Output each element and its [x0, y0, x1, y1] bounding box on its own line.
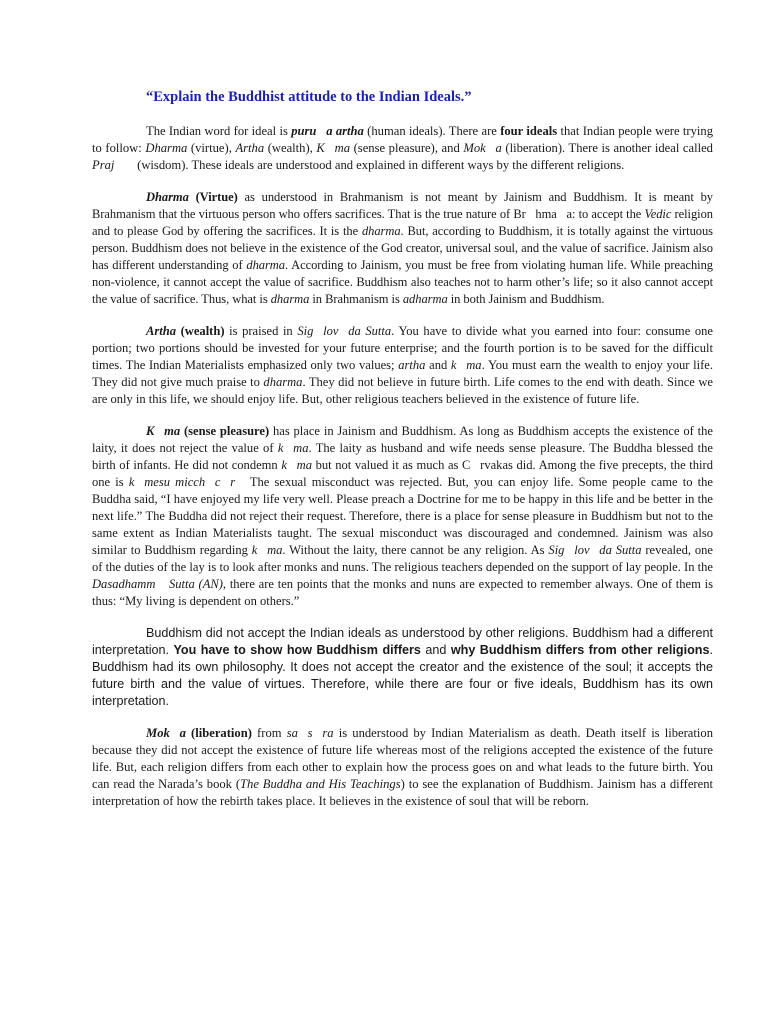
heading-wealth: (wealth) [176, 324, 225, 338]
heading-moksa: Mok a [146, 726, 186, 740]
heading-liberation: (liberation) [185, 726, 252, 740]
term-prajna: Praj   [92, 158, 134, 172]
term-moksa: Mok a [463, 141, 502, 155]
term-sigalovada-sutta: Sig lov da Sutta [548, 543, 642, 557]
text: and [420, 643, 451, 657]
text: from [251, 726, 287, 740]
paragraph-artha [92, 323, 713, 408]
paragraph-kama [92, 423, 713, 610]
text: (wisdom). These ideals are understood and explained in different ways by the different religions. [133, 158, 625, 172]
text: but not valued it as much as C rvakas did. Among the five precepts, the third one is [92, 458, 713, 489]
text: that Indian people were trying to follow: [92, 124, 714, 155]
paragraph-dharma [92, 189, 713, 308]
text: is praised in [224, 324, 298, 338]
page-title: “Explain the Buddhist attitude to the Indian Ideals.” [146, 89, 472, 105]
term-dharma: Dharma [145, 141, 188, 155]
text: revealed, one of the duties of the lay is to look after monks and nuns. The religious teachers depended on the support of lay people. In the [92, 543, 713, 574]
term-purusa-artha: puru a artha [291, 124, 364, 138]
text: , there are ten points that the monks and nuns are expected to remember always. One of them is thus: “My living is dependent on others.” [92, 577, 714, 608]
term-kama: k ma [450, 358, 482, 372]
emphasis-why-differs: why Buddhism differs from other religions [450, 643, 710, 657]
term-dharma: dharma [361, 224, 401, 238]
heading-sense-pleasure: (sense pleasure) [180, 424, 270, 438]
text: . You have to divide what you earned into four: consume one portion; two portions should be invested for your future enterprise; and the fourth portion is to be saved for the difficult times. The Indian Materialists emphasized only two values; [92, 324, 713, 372]
text: ) to see the explanation of Buddhism. Jainism has a different interpretation of how the rebirth takes place. It believes in the existence of soul that will be reborn. [92, 777, 713, 808]
text: (virtue), [187, 141, 236, 155]
emphasis-how-differs: You have to show how Buddhism differs [173, 643, 421, 657]
heading-virtue: (Virtue) [188, 190, 238, 204]
text: The sexual misconduct was rejected. But, you can enjoy life. Some people came to the Buddha said, “I have enjoyed my life very well. Please preach a Doctrine for me to be happy in this life and be better in the next life.” The Buddha did not reject their request. Therefore, there is a place for sense pleasure in Buddhism but not to the same extent as Indian Materialists taught. The sexual misconduct was discouraged and condemned. Jainism was also similar to Buddhism regarding [92, 475, 713, 557]
text: religion and to please God by offering the sacrifices. It is the [92, 207, 713, 238]
text: . But, according to Buddhism, it is totally against the virtuous person. Buddhism does not believe in the existence of the God creator, universal soul, and the value of sacrifice. Jainism also has different understanding of [92, 224, 713, 272]
text: . According to Jainism, you must be free from violating human life. While preaching non-violence, it cannot accept the value of sacrifice. Buddhism also teaches not to harm other’s life; so it also cannot accept the value of sacrifice. Thus, what is [92, 258, 713, 306]
text: as understood in Brahmanism is not meant by Jainism and Buddhism. It is meant by Brahmanism that the virtuous person who offers sacrifices. That is the true nature of Br hma a: to accept the [92, 190, 713, 221]
term-kama: k ma [251, 543, 283, 557]
term-dharma: dharma [263, 375, 303, 389]
paragraph-buddhism [92, 625, 713, 710]
term-adharma: adharma [402, 292, 448, 306]
term-vedic: Vedic [644, 207, 672, 221]
text: (liberation). There is another ideal called [501, 141, 713, 155]
text: . They did not believe in future birth. Life comes to the end with death. Since we are only in this life, we should enjoy life. But, other religious teachers believed in the existence of future life. [92, 375, 713, 406]
text: has place in Jainism and Buddhism. As long as Buddhism accepts the existence of the laity, it does not reject the value of [92, 424, 713, 455]
paragraph-intro [92, 123, 713, 174]
text: (sense pleasure), and [350, 141, 464, 155]
text: and [425, 358, 451, 372]
text: in both Jainism and Buddhism. [447, 292, 605, 306]
term-artha: Artha [235, 141, 265, 155]
text: . You must earn the wealth to enjoy your life. They did not give much praise to [92, 358, 713, 389]
term-dasadhamma-sutta: Dasadhamm  Sutta (AN) [92, 577, 223, 591]
text: . Buddhism had its own philosophy. It does not accept the creator and the existence of the soul; it accepts the future birth and the value of virtues. Therefore, while there are four or five ideals, Buddhism has its own interpretation. [92, 643, 714, 708]
heading-artha: Artha [146, 324, 176, 338]
text: . The laity as husband and wife needs sense pleasure. The Buddha blessed the birth of infants. He did not condemn [92, 441, 713, 472]
term-dharma: dharma [270, 292, 310, 306]
heading-kama: K ma [146, 424, 181, 438]
term-sigalovada-sutta: Sig lov da Sutta [297, 324, 392, 338]
document-page [92, 88, 713, 825]
term-third-precept: k mesu micch c r  [128, 475, 245, 489]
paragraph-moksa [92, 725, 713, 810]
text: is understood by Indian Materialism as death. Death itself is liberation because they did not accept the existence of future life whereas most of the religions accepted the existence of the future life. But, each religion differs from each other to explain how the process goes on and what leads to the future birth. You can read the Narada’s book ( [92, 726, 713, 791]
text: (human ideals). There are [363, 124, 501, 138]
term-dharma: dharma [246, 258, 285, 272]
heading-dharma: Dharma [146, 190, 189, 204]
text: . Without the laity, there cannot be any religion. As [282, 543, 549, 557]
text: The Indian word for ideal is [146, 124, 292, 138]
text: (wealth), [264, 141, 317, 155]
term-book-title: The Buddha and His Teachings [240, 777, 401, 791]
term-artha: artha [398, 358, 426, 372]
term-kama: k ma [281, 458, 312, 472]
term-kama: k ma [277, 441, 309, 455]
term-kama: K ma [316, 141, 351, 155]
text: Buddhism did not accept the Indian ideals as understood by other religions. Buddhism had a different interpretation. [92, 626, 713, 657]
term-samsara: sa s ra [286, 726, 334, 740]
text: in Brahmanism is [309, 292, 403, 306]
term-four-ideals: four ideals [500, 124, 558, 138]
